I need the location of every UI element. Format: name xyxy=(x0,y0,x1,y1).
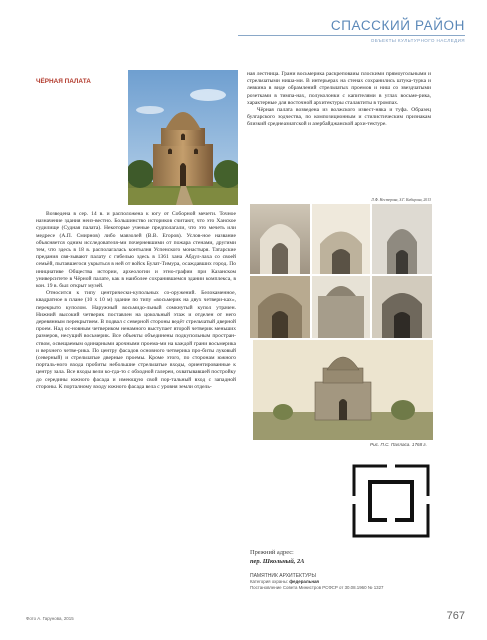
author-caption: Л.Ф. Нестерова, З.Г. Кабирова, 2013 xyxy=(371,198,431,202)
photo-credit: Фото А. Гарунова, 2015 xyxy=(26,616,74,621)
decree-reference: Постановление Совета Министров РСФСР от 30.08.1960 № 1327 xyxy=(250,585,384,590)
left-text-column xyxy=(36,211,236,391)
former-address-label: Прежний адрес: xyxy=(250,549,294,556)
category-label: Категория охраны: xyxy=(250,579,289,584)
monument-info xyxy=(250,573,440,591)
interior-photo-6 xyxy=(372,276,432,338)
paragraph: Возведена в сер. 14 в. и расположена к югу от Соборной мечети. Точное назначение здания неиз-вестно. Большинство историков считают, что это Ханское судилище (Судная палата). Некоторые ученые предполагали, что это мечеть или медресе (А.П. Смирнов) либо мавзолей (В.В. Егоров). Услов-ное название объясняется одним исследователя-ми почерневшими от пожара стенами, другими тем, что здесь в 18 в. располагалась контылня Успенского монастыря. Татарские предания свя-зывают палату с гибелью здесь в 1361 хана Абдул-лаха со своей семьёй, пытавшегося укрыться в ней от войск Булат-Тимура, осаждавших город. По инициативе Общества истории, археологии и этно-графии при Казанском университете в Чёрной палате, как в наиболее сохранившемся здании комплекса, в кон. 19 в. был открыт музей. xyxy=(36,211,236,290)
paragraph: Относится к типу центрически-купольных со-оружений. Белокаменное, квадратное в плане (10 х 10 м) здание по типу «восьмерик на двух четвери-ках», перекрыто куполом. Наружный восьмидо-льный сомкнутый купол утрачен. Нижний высокий четверик поставлен на цокольный этаж и отделен от него деревянным перекрытием. В подвал с северной стороны ведёт стрельчатый дверной проем. Над ос-новным четвериком ненамного выступает второй четверик меньших размеров, несущий восьмерик. Все объекты объединены подкупольным простран-ством, освещаемым одинарными арочными проема-ми на каждой грани восьмерика и верхнего четве-рика. По центру фасадов основного четверика про-биты луковый (северный) и стрельчатые дверные проемы. Кроме этого, по сторонам южного порталь-ного входа пробиты небольшие стрельчатые входы, ориентированные к центру зала. Все входы вели ко-гда-то с обходной галереи, охватывавшей постройку до середины южного фасада и имеющую свой пор-тальный вход с западной стороны. К порталному входу южного фасада вела с уровня земли отдель- xyxy=(36,290,236,390)
category-value: федеральная xyxy=(289,579,319,584)
pallas-drawing xyxy=(253,340,433,440)
paragraph: Чёрная палата возведена из волжского извест-няка и туфа. Образец булгарского зодчества, по композиционным и стилистическим признакам близкий среднеазиатской и азербайджанской архи-тектуре. xyxy=(247,107,431,128)
figure-caption: Рис. П.С. Палласа. 1768 г. xyxy=(370,442,427,447)
interior-photo-2 xyxy=(312,204,370,274)
interior-photo-1 xyxy=(250,204,310,274)
floor-plan xyxy=(350,462,432,542)
former-address-value: пер. Школьный, 2А xyxy=(250,558,305,565)
main-photo-black-chamber xyxy=(128,70,238,205)
interior-photo-3 xyxy=(372,204,432,274)
running-header-title: СПАССКИЙ РАЙОН xyxy=(330,18,465,33)
page-number: 767 xyxy=(446,610,465,622)
interior-photo-5 xyxy=(312,276,370,338)
section-title: ЧЁРНАЯ ПАЛАТА xyxy=(36,78,91,85)
right-text-column xyxy=(247,71,431,129)
interior-photo-4 xyxy=(250,276,310,338)
header-rule xyxy=(238,35,465,36)
monument-title: ПАМЯТНИК АРХИТЕКТУРЫ xyxy=(250,573,316,579)
paragraph: ная лестница. Грани восьмерика раскреповаиы плоскими прямоугольными и стрельчатыми ниша-ми. В интерьерах на стенах сохранились штука-турка и левкина в виде обрамлений стрельчатых проемов и ниш со звездчатыми розетками в тимпа-нах, полуколонки с капителями в углах восьме-рика, характерные для восточной архитектуры сталактиты в тромпах. xyxy=(247,71,431,106)
running-header-subtitle: ОБЪЕКТЫ КУЛЬТУРНОГО НАСЛЕДИЯ xyxy=(370,38,465,43)
